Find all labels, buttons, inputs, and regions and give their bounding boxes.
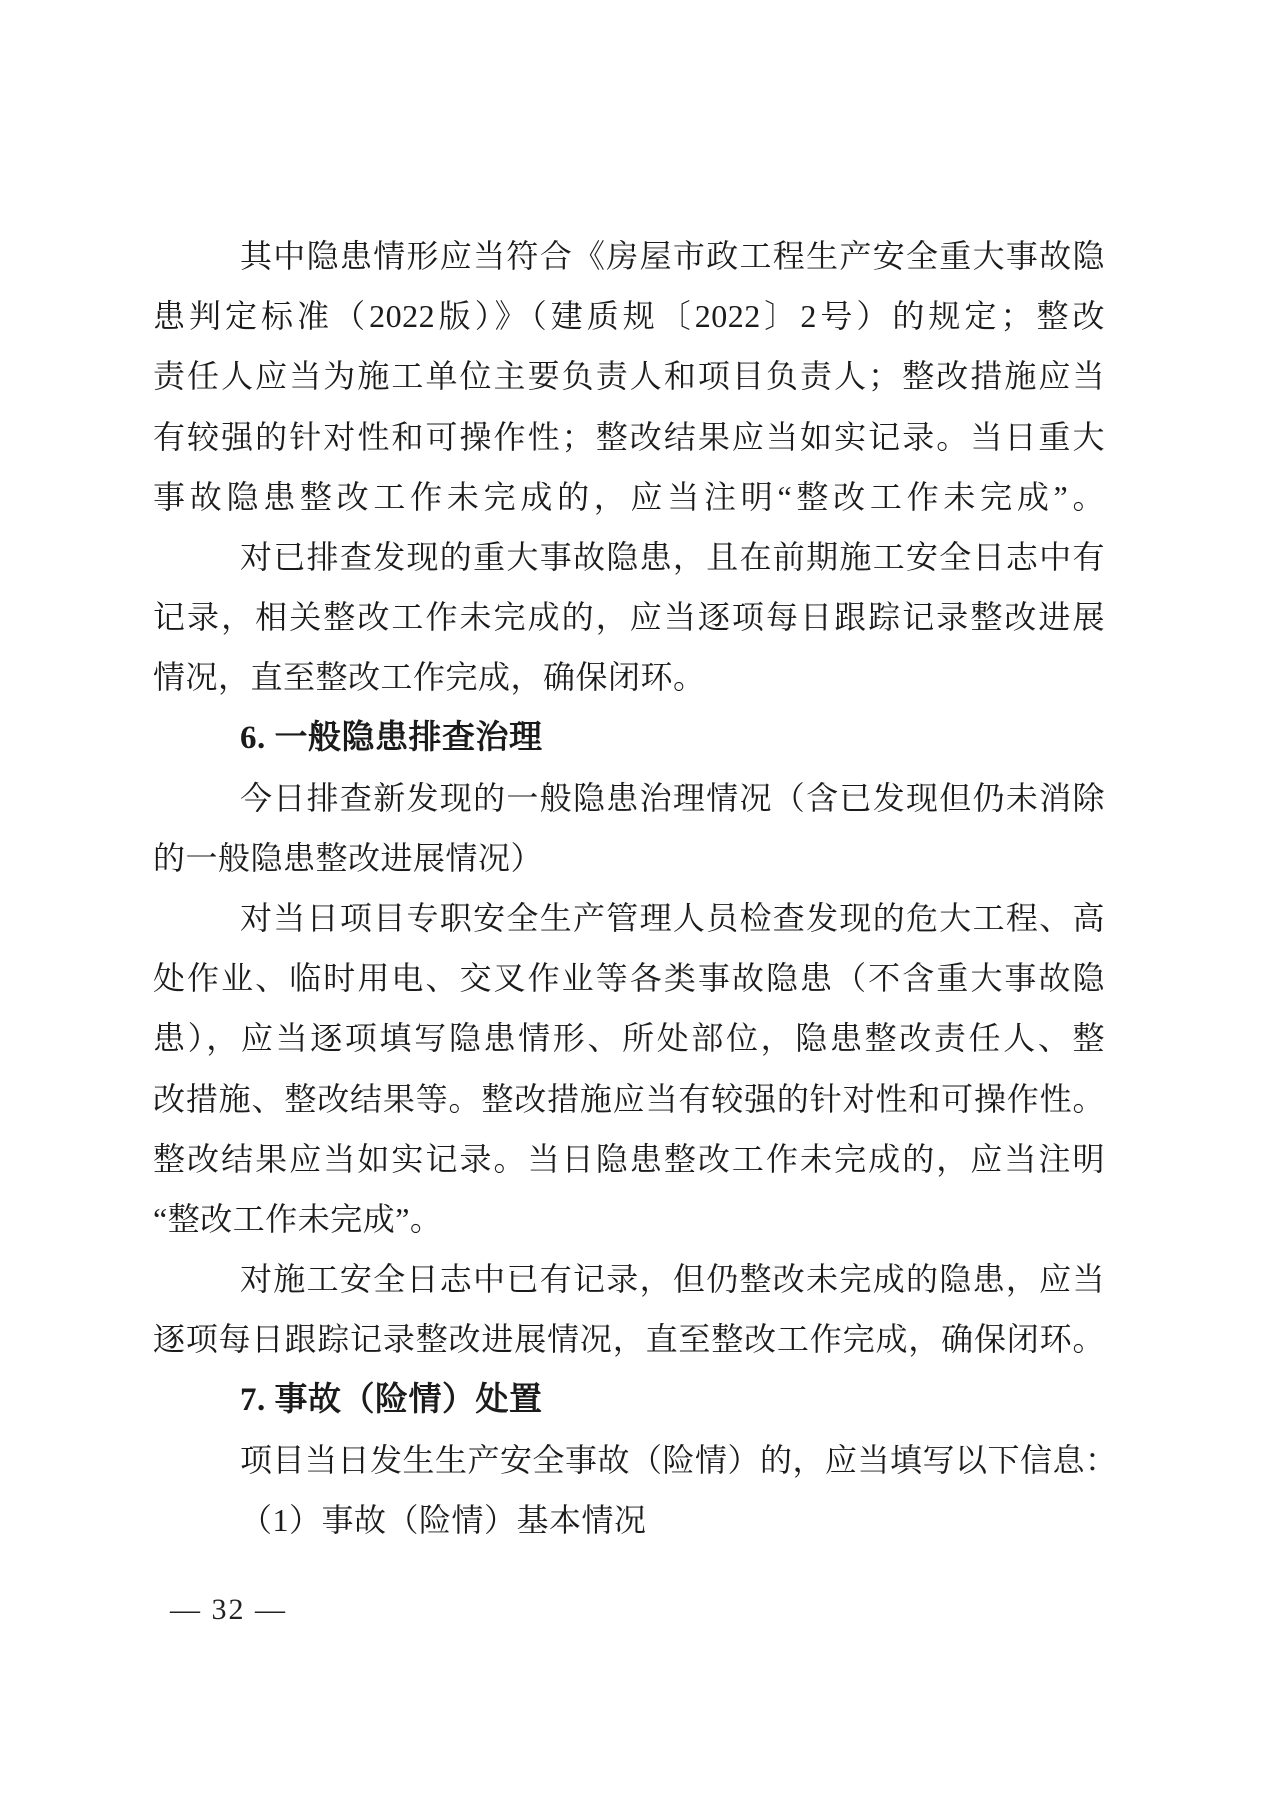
text-line: 其中隐患情形应当符合《房屋市政工程生产安全重大事故隐 <box>240 238 1105 274</box>
text-line: 患判定标准（2022版）》（建质规〔2022〕2号）的规定；整改 <box>153 298 1105 335</box>
document-text-block <box>153 226 1118 1550</box>
text-line: 对当日项目专职安全生产管理人员检查发现的危大工程、高 <box>240 900 1105 937</box>
text-line: 情况，直至整改工作完成，确保闭环。 <box>153 659 706 696</box>
text-line: 对已排查发现的重大事故隐患，且在前期施工安全日志中有 <box>240 538 1105 575</box>
text-line: 处作业、临时用电、交叉作业等各类事故隐患（不含重大事故隐 <box>153 960 1105 997</box>
text-line: 有较强的针对性和可操作性；整改结果应当如实记录。当日重大 <box>153 418 1105 455</box>
page-number: — 32 — <box>170 1593 287 1626</box>
section-heading: 7. 事故（险情）处置 <box>240 1381 543 1418</box>
text-line: 记录，相关整改工作未完成的，应当逐项每日跟踪记录整改进展 <box>153 599 1105 636</box>
page-footer <box>170 1593 287 1627</box>
text-line: 整改结果应当如实记录。当日隐患整改工作未完成的，应当注明 <box>153 1140 1105 1177</box>
text-line: 的一般隐患整改进展情况） <box>153 839 544 876</box>
text-line: 项目当日发生生产安全事故（险情）的，应当填写以下信息： <box>240 1441 1118 1478</box>
text-line: 对施工安全日志中已有记录，但仍整改未完成的隐患，应当 <box>240 1261 1105 1298</box>
section-heading: 6. 一般隐患排查治理 <box>240 719 543 756</box>
text-line: （1）事故（险情）基本情况 <box>240 1501 647 1538</box>
text-line: 事故隐患整改工作未完成的，应当注明“整改工作未完成”。 <box>153 478 1105 515</box>
text-line: 逐项每日跟踪记录整改进展情况，直至整改工作完成，确保闭环。 <box>153 1321 1105 1358</box>
text-line: 患），应当逐项填写隐患情形、所处部位，隐患整改责任人、整 <box>153 1020 1105 1057</box>
text-line: 改措施、整改结果等。整改措施应当有较强的针对性和可操作性。 <box>153 1080 1105 1117</box>
text-line: 责任人应当为施工单位主要负责人和项目负责人；整改措施应当 <box>153 358 1105 395</box>
text-line: “整改工作未完成”。 <box>153 1201 443 1237</box>
text-line: 今日排查新发现的一般隐患治理情况（含已发现但仍未消除 <box>240 779 1105 816</box>
